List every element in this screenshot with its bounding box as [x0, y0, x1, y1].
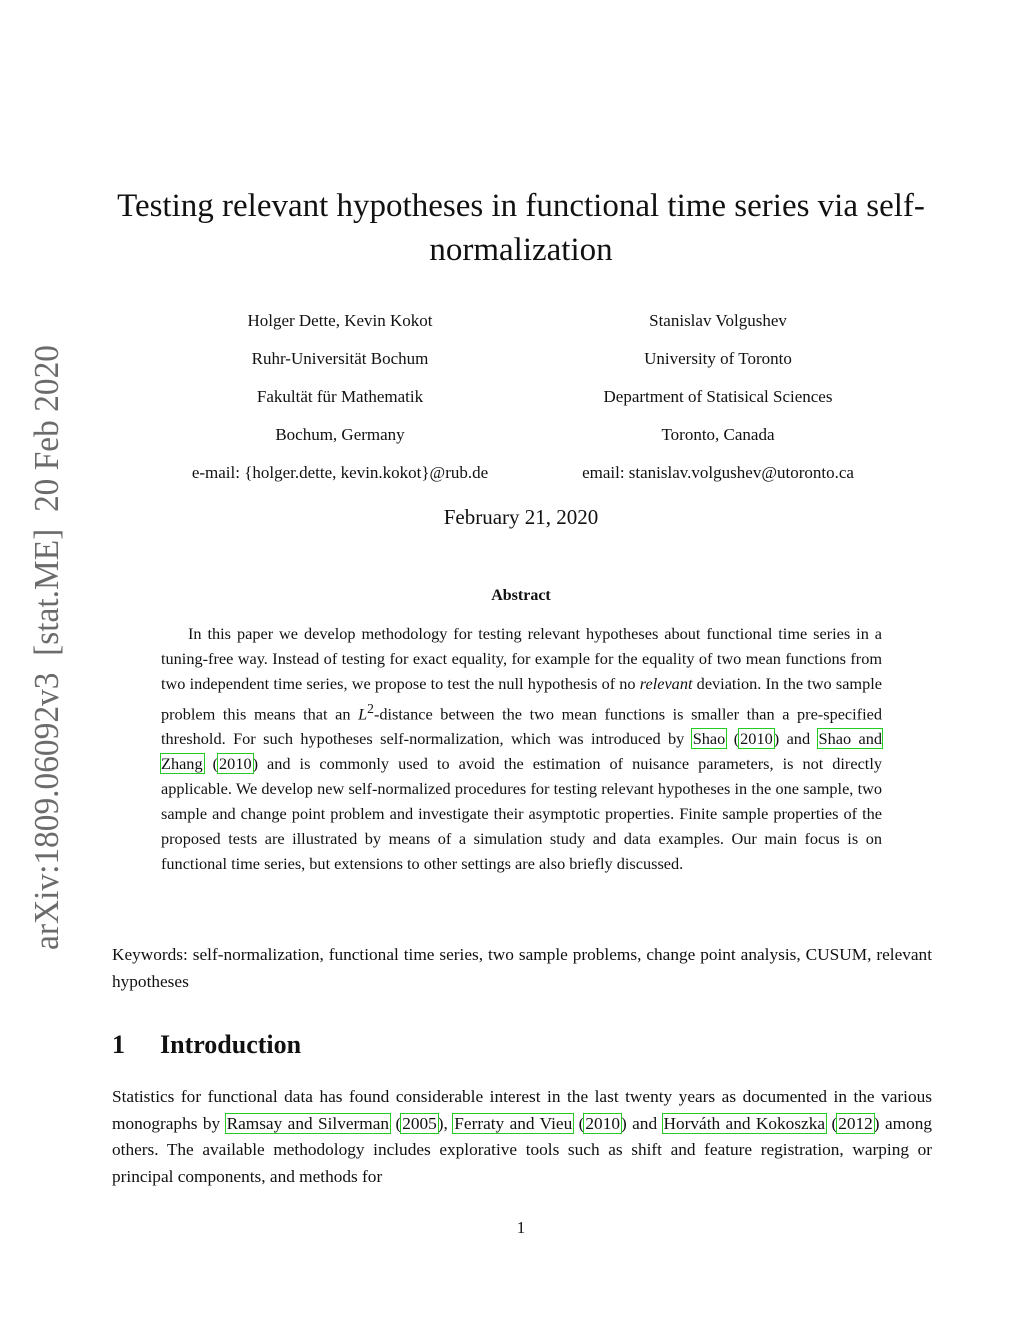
page-number: 1 — [516, 1218, 526, 1237]
intro-part: among others. The available methodology includes explorative tools such as shift and feature registration, warping or principal components, and methods for — [112, 1113, 932, 1186]
citation-year-link[interactable]: 2012 — [838, 1113, 873, 1133]
author-email: e-mail: {holger.dette, kevin.kokot}@rub.de — [191, 463, 489, 482]
citation-year-link[interactable]: 2010 — [740, 729, 773, 749]
arxiv-sidebar-stamp — [20, 340, 72, 960]
author-names: Stanislav Volgushev — [649, 311, 787, 330]
author-names: Holger Dette, Kevin Kokot — [247, 311, 433, 330]
section-heading — [112, 1030, 301, 1060]
author-location: Toronto, Canada — [661, 425, 775, 444]
intro-part: Statistics for functional data has found considerable interest in the last twenty years as documented in the various monographs by — [112, 1087, 932, 1133]
abstract-part: -distance between the two mean functions is smaller than a pre-specified threshold. For such hypotheses self-normalization, which was introduced by — [161, 704, 882, 749]
author-department: Department of Statisical Sciences — [603, 387, 833, 406]
publication-date: February 21, 2020 — [443, 505, 599, 529]
author-affiliation: Ruhr-Universität Bochum — [251, 349, 429, 368]
citation-link[interactable]: Shao — [692, 729, 726, 749]
author-email: email: stanislav.volgushev@utoronto.ca — [582, 463, 854, 482]
intro-part: and — [632, 1113, 658, 1133]
abstract-text: In this paper we develop methodology for testing relevant hypotheses about functional time series in a tuning-free way. Instead of testing for exact equality, for example for the equality of two mean functions from two independent time series, we propose to test the null hypothesis of no relevant deviation. In the two sample problem this means that an $L^2$-distance between the two mean functions is smaller than a pre-specified threshold. For such hypotheses self-normalization, which was introduced by Shao (2010) and Shao and Zhang (2010) and is commonly used to avoid the estimation of nuisance parameters, is not directly applicable. We develop new self-normalized procedures for testing relevant hypotheses in the one sample, two sample and change point problem and investigate their asymptotic properties. Finite sample properties of the proposed tests are illustrated by means of a simulation study and data examples. Our main focus is on functional time series, but extensions to other settings are also briefly discussed. — [161, 624, 883, 874]
paper-title: Testing relevant hypotheses in functional time series via self-normalization — [117, 188, 925, 268]
author-block-right — [508, 308, 928, 498]
author-block-left — [130, 308, 550, 498]
keywords: Keywords: self-normalization, functional time series, two sample problems, change point analysis, CUSUM, relevant hypotheses — [112, 945, 932, 991]
section-number: 1 — [112, 1030, 125, 1059]
citation-link[interactable]: Ferraty and Vieu — [454, 1113, 573, 1133]
abstract-emphasis: relevant — [639, 674, 693, 693]
citation-year-link[interactable]: 2010 — [585, 1113, 620, 1133]
citation-year-link[interactable]: 2010 — [219, 754, 252, 774]
author-department: Fakultät für Mathematik — [256, 387, 424, 406]
citation-link[interactable]: Ramsay and Silverman — [226, 1113, 390, 1133]
author-affiliation: University of Toronto — [644, 349, 792, 368]
abstract-part: In this paper we develop methodology for testing relevant hypotheses about functional time series in a tuning-free way. Instead of testing for exact equality, for example for the equality of two mean functions from two independent time series, we propose to test the null hypothesis of no — [161, 624, 882, 693]
intro-paragraph: Statistics for functional data has found considerable interest in the last twenty years as documented in the various monographs by Ramsay and Silverman (2005), Ferraty and Vieu (2010) and Horváth and Kokoszka (2012) among others. The available methodology includes explorative tools such as shift and feature registration, warping or principal components, and methods for — [112, 1087, 932, 1186]
abstract-part: and — [786, 729, 811, 749]
abstract-part: deviation. In the two sample problem this means that an — [161, 674, 882, 724]
citation-link[interactable]: Horváth and Kokoszka — [663, 1113, 826, 1133]
author-location: Bochum, Germany — [275, 425, 405, 444]
abstract-heading: Abstract — [491, 587, 551, 604]
citation-link[interactable]: Shao and Zhang — [161, 729, 883, 774]
section-title: Introduction — [160, 1030, 302, 1059]
abstract-part: and is commonly used to avoid the estimation of nuisance parameters, is not directly applicable. We develop new self-normalized procedures for testing relevant hypotheses in the one sample, two sample and change point problem and investigate their asymptotic properties. Finite sample properties of the proposed tests are illustrated by means of a simulation study and data examples. Our main focus is on functional time series, but extensions to other settings are also briefly discussed. — [161, 754, 882, 874]
citation-year-link[interactable]: 2005 — [402, 1113, 437, 1133]
arxiv-identifier[interactable]: arXiv:1809.06092v3 [stat.ME] 20 Feb 2020 — [27, 340, 66, 950]
math-symbol: L — [358, 704, 368, 724]
math-superscript: 2 — [367, 701, 374, 716]
